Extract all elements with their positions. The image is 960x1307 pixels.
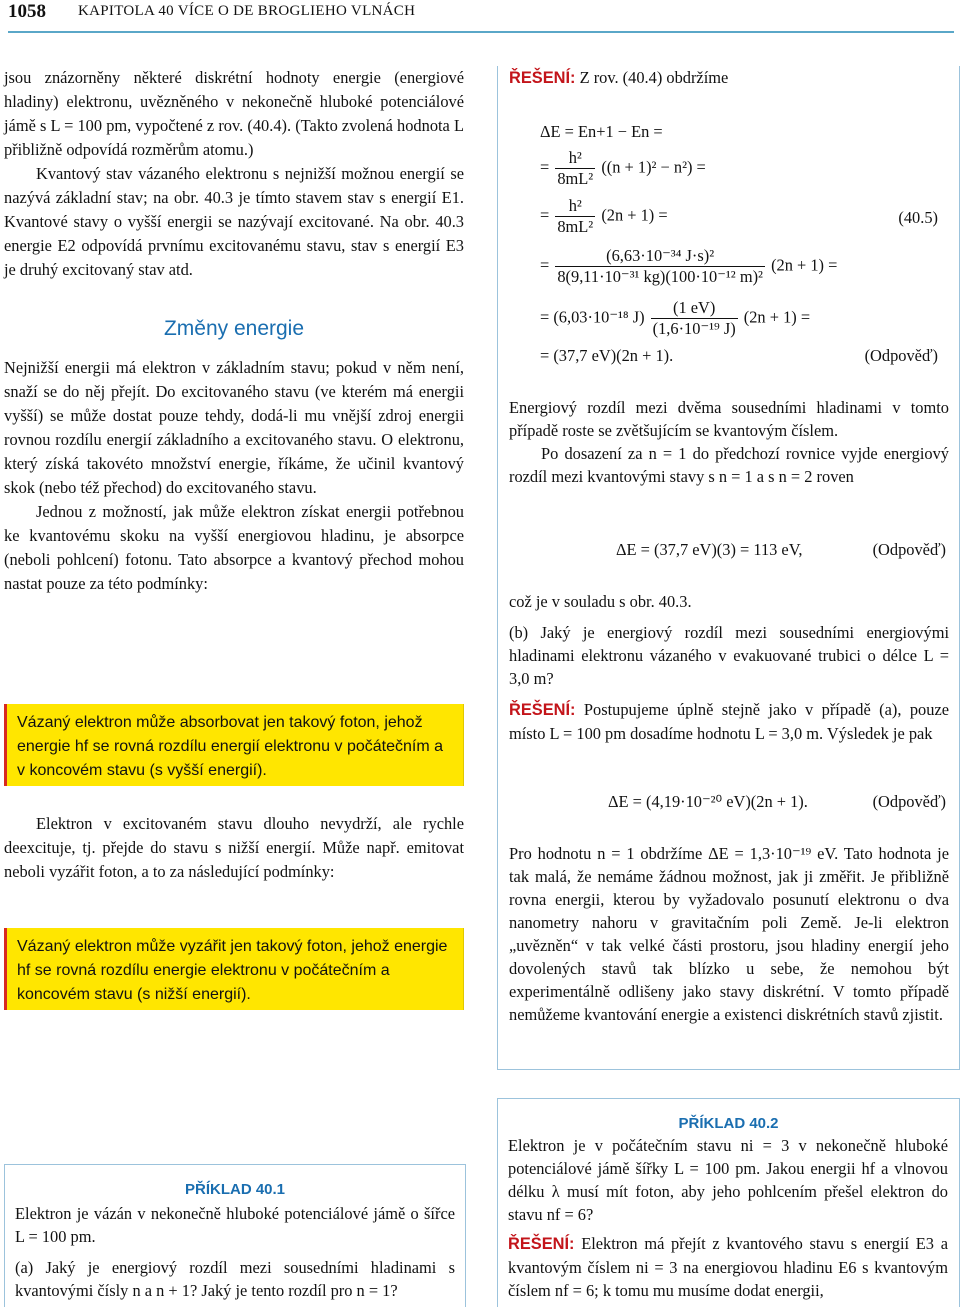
eq2-numerator: h² [555,148,595,169]
solution-text-2 [509,590,949,745]
eq3-numerator: h² [555,196,595,217]
equation-line-6 [540,346,950,366]
equation-line-5 [540,298,810,339]
eq5-numerator: (1 eV) [651,298,738,319]
eq3-denominator: 8mL² [557,217,594,236]
answer-label-2: (Odpověď) [872,540,946,559]
eq6-result: = (37,7 eV)(2n + 1). [540,346,674,365]
solution-b-text: Postupujeme úplně stejně jako v případě (a), pouze místo L = 100 pm dosadíme hodnotu L = 3,0 m. Výsledek je pak [509,700,949,743]
left-column-lower [4,812,464,884]
example-40-1-text: Elektron je vázán v nekonečně hluboké potenciálové jámě o šířce L = 100 pm. [15,1204,455,1246]
example-40-1-box [4,1164,466,1307]
absorption-rule-box [4,704,464,786]
eq4-numerator: (6,63·10⁻³⁴ J·s)² [555,246,765,267]
solution-intro-text: Z rov. (40.4) obdržíme [579,68,729,87]
paragraph-4: Jednou z možností, jak může elektron získat energii potřebnou ke kvantovému skoku na vyšší energiovou hladinu, je absorpce (neboli pohlcení) fotonu. Tato absorpce a kvantový přechod mohou nastat pouze za této podmínky: [4,502,464,593]
page-header [8,0,954,24]
example-40-1-title: PŘÍKLAD 40.1 [184,1181,286,1198]
solution-paragraph-2: Po dosazení za n = 1 do předchozí rovnice vyjde energiový rozdíl mezi kvantovými stavy s n = 1 a s n = 2 roven [509,444,949,486]
equation-line-2: = $\frac{\text{h²}}{\text{8mL²}}$ ((n + 1)² − n²) = [540,148,706,188]
equation-line-4: = $\frac{\text{(6,63·10⁻³⁴ J·s)²}}{\text{8(9,11·10⁻³¹ kg)(100·10⁻¹² m)²}}$ (2n + 1) = [540,246,838,286]
example-40-2-title: PŘÍKLAD 40.2 [678,1115,779,1132]
equation-line-1: ΔE = En+1 − En = [540,122,663,141]
left-column [4,66,464,596]
eq-result-2: ΔE = (37,7 eV)(3) = 113 eV, [616,540,803,559]
equation-number: (40.5) [898,208,938,227]
eq5-tail: (2n + 1) = [743,307,811,327]
eq-result-3: ΔE = (4,19·10⁻²⁰ eV)(2n + 1). [608,792,808,811]
paragraph-1: jsou znázorněny některé diskrétní hodnoty energie (energiové hladiny) elektronu, uvězněného v nekonečně hluboké potenciálové jámě s L = 100 pm, vypočtené z rov. (40.4). (Takto zvolená hodnota L přibližně odpovídá rozměrům atomu.) [4,68,464,159]
equation-result-2 [616,540,946,560]
answer-label-3: (Odpověď) [872,792,946,811]
section-title: Změny energie [163,317,305,340]
emission-rule-box [4,928,464,1010]
eq5-prefix: = (6,03·10⁻¹⁸ J) [540,307,645,327]
header-rule [8,31,954,33]
solution-paragraph-5: Pro hodnotu n = 1 obdržíme ΔE = 1,3·10⁻¹⁹ eV. Tato hodnota je tak malá, že nemáme žádnou možnost, jak ji změřit. Je přibližně rovna energii, kterou by vyžadovalo posunutí elektronu o dva nanometry nahoru v gravitačním poli Země. Je-li elektron „uvězněn“ v tak velké části prostoru, jsou hladiny energií jeho dovolených stavů tak blízko u sebe, že nemohou být experimentálně odlišeny jako stavy diskrétní. V tomto případě nemůžeme kvantování energie a existenci diskrétních stavů zjistit. [509,844,949,1024]
paragraph-5: Elektron v excitovaném stavu dlouho nevydrží, ale rychle deexcituje, tj. přejde do stavu s nižší energií. Může např. emitovat neboli vyzářit foton, a to za následující podmínky: [4,814,464,881]
solution-paragraph-1: Energiový rozdíl mezi dvěma sousedními hladinami v tomto případě roste se zvětšujícím se kvantovým číslem. [509,398,949,440]
solution-label: ŘEŠENÍ: [509,69,576,87]
eq2-tail: ((n + 1)² − n²) = [601,157,706,177]
equation-line-3: = $\frac{\text{h²}}{\text{8mL²}}$ (2n + 1) = (40.5) [540,196,938,236]
example-40-1-question-a: (a) Jaký je energiový rozdíl mezi sousedními hladinami s kvantovými čísly n a n + 1? Jaký je tento rozdíl pro n = 1? [15,1258,455,1300]
solution-text-1 [509,396,949,488]
paragraph-2: Kvantový stav vázaného elektronu s nejnižší možnou energií se nazývá základní stav; na obr. 40.3 je tímto stavem stav s energií E1. Kvantové stavy o vyšší energii se nazývají excitované. Na obr. 40.3 energie E2 odpovídá prvnímu excitovanému stavu, stav s energií E3 je druhý excitovaný stav atd. [4,164,464,279]
chapter-title: KAPITOLA 40 VÍCE O DE BROGLIEHO VLNÁCH [78,3,416,19]
eq5-denominator: (1,6·10⁻¹⁹ J) [652,319,736,338]
example-40-2-solution: Elektron má přejít z kvantového stavu s energií E3 a kvantovým číslem ni = 3 na energiovou hladinu E6 s kvantovým číslem nf = 6; k tomu mu musíme dodat energii, [508,1234,948,1300]
eq2-denominator: 8mL² [557,169,594,188]
eq3-tail: (2n + 1) = [601,205,668,225]
example-40-2-text: Elektron je v počátečním stavu ni = 3 v nekonečně hluboké potenciálové jámě šířky L = 100 pm. Jakou energii hf a vlnovou délku λ musí mít foton, aby jeho pohlcením přešel elektron do stavu nf = 6? [508,1136,948,1224]
emission-rule-text: Vázaný elektron může vyzářit jen takový foton, jehož energie hf se rovná rozdílu energie elektronu v počátečním a koncovém stavu (s nižší energií). [17,938,448,1003]
solution-label-ex2: ŘEŠENÍ: [508,1235,575,1253]
page-number: 1058 [8,1,46,22]
eq4-tail: (2n + 1) = [771,255,838,275]
answer-label: (Odpověď) [864,346,938,365]
solution-intro [509,66,949,90]
eq4-denominator: 8(9,11·10⁻³¹ kg)(100·10⁻¹² m)² [557,267,763,286]
question-b: (b) Jaký je energiový rozdíl mezi sousedními energiovými hladinami elektronu vázaného v evakuované trubici o délce L = 3,0 m? [509,623,949,688]
paragraph-3: Nejnižší energii má elektron v základním stavu; pokud v něm není, snaží se do něj přejít. Do excitovaného stavu (ve kterém má energii vyšší) se může dostat pouze tehdy, dodá-li mu vnější zdroj energii rovnou rozdílu energií základního a excitovaného stavu. O elektronu, který získá takovéto množství energie, říkáme, že učinil kvantový skok (nebo též přechod) do excitovaného stavu. [4,358,464,497]
absorption-rule-text: Vázaný elektron může absorbovat jen takový foton, jehož energie hf se rovná rozdílu energií elektronu v počátečním a v koncovém stavu (s vyšší energií). [17,714,444,779]
equation-result-3 [608,792,946,812]
solution-text-3 [509,842,949,1026]
solution-label-b: ŘEŠENÍ: [509,701,576,719]
solution-paragraph-3: což je v souladu s obr. 40.3. [509,592,692,611]
example-40-2-box [497,1098,960,1307]
